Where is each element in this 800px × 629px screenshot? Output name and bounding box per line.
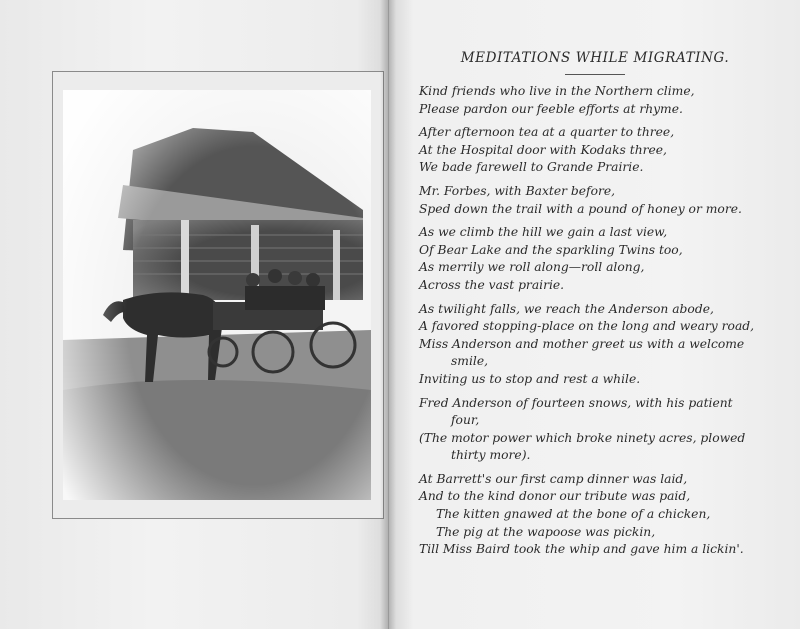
left-page [0,0,388,629]
poem-line: Miss Anderson and mother greet us with a welcome [419,336,745,351]
poem-line: Mr. Forbes, with Baxter before, [419,183,616,198]
poem-line: Till Miss Baird took the whip and gave him a lickin'. [419,542,744,557]
stanza [419,471,789,559]
poem-line: Kind friends who live in the Northern clime, [419,84,695,98]
stanza [419,124,789,177]
poem-line: And to the kind donor our tribute was paid, [419,489,691,504]
poem-line: Across the vast prairie. [419,277,565,292]
stanza [419,395,789,465]
poem-text [419,83,789,565]
poem-line: As merrily we roll along—roll along, [419,260,645,275]
poem-line: A favored stopping-place on the long and weary road, [419,319,755,334]
photo-mount [52,71,384,519]
stanza [419,301,789,389]
poem-line: thirty more). [451,448,531,463]
poem-line: At Barrett's our first camp dinner was laid, [419,471,688,486]
poem-line: (The motor power which broke ninety acres, plowed [419,430,746,445]
photo-illustration [63,90,371,500]
poem-line: As we climb the hill we gain a last view, [419,225,668,240]
poem-line: Fred Anderson of fourteen snows, with his patient [419,395,733,410]
poem-line: Of Bear Lake and the sparkling Twins too, [419,242,683,257]
poem-line: four, [451,413,480,428]
poem-line: Please pardon our feeble efforts at rhyme. [419,101,683,116]
poem-line: After afternoon tea at a quarter to three, [419,125,675,140]
poem-line: The pig at the wapoose was pickin, [436,524,656,539]
stanza [419,224,789,294]
right-page [388,0,800,629]
title-rule [565,74,625,75]
poem-line: Sped down the trail with a pound of honey or more. [419,201,742,216]
poem-line: The kitten gnawed at the bone of a chicken, [436,507,711,522]
stanza [419,183,789,218]
book-gutter [380,0,396,629]
poem-line: At the Hospital door with Kodaks three, [419,142,667,157]
poem-line: Inviting us to stop and rest a while. [419,371,641,386]
poem-title: MEDITATIONS WHILE MIGRATING. [460,50,730,66]
photograph-horse-and-wagon [63,90,371,500]
poem-line: We bade farewell to Grande Prairie. [419,160,644,175]
stanza [419,83,789,118]
poem-line: As twilight falls, we reach the Anderson abode, [419,301,714,316]
poem-line: smile, [451,354,489,369]
